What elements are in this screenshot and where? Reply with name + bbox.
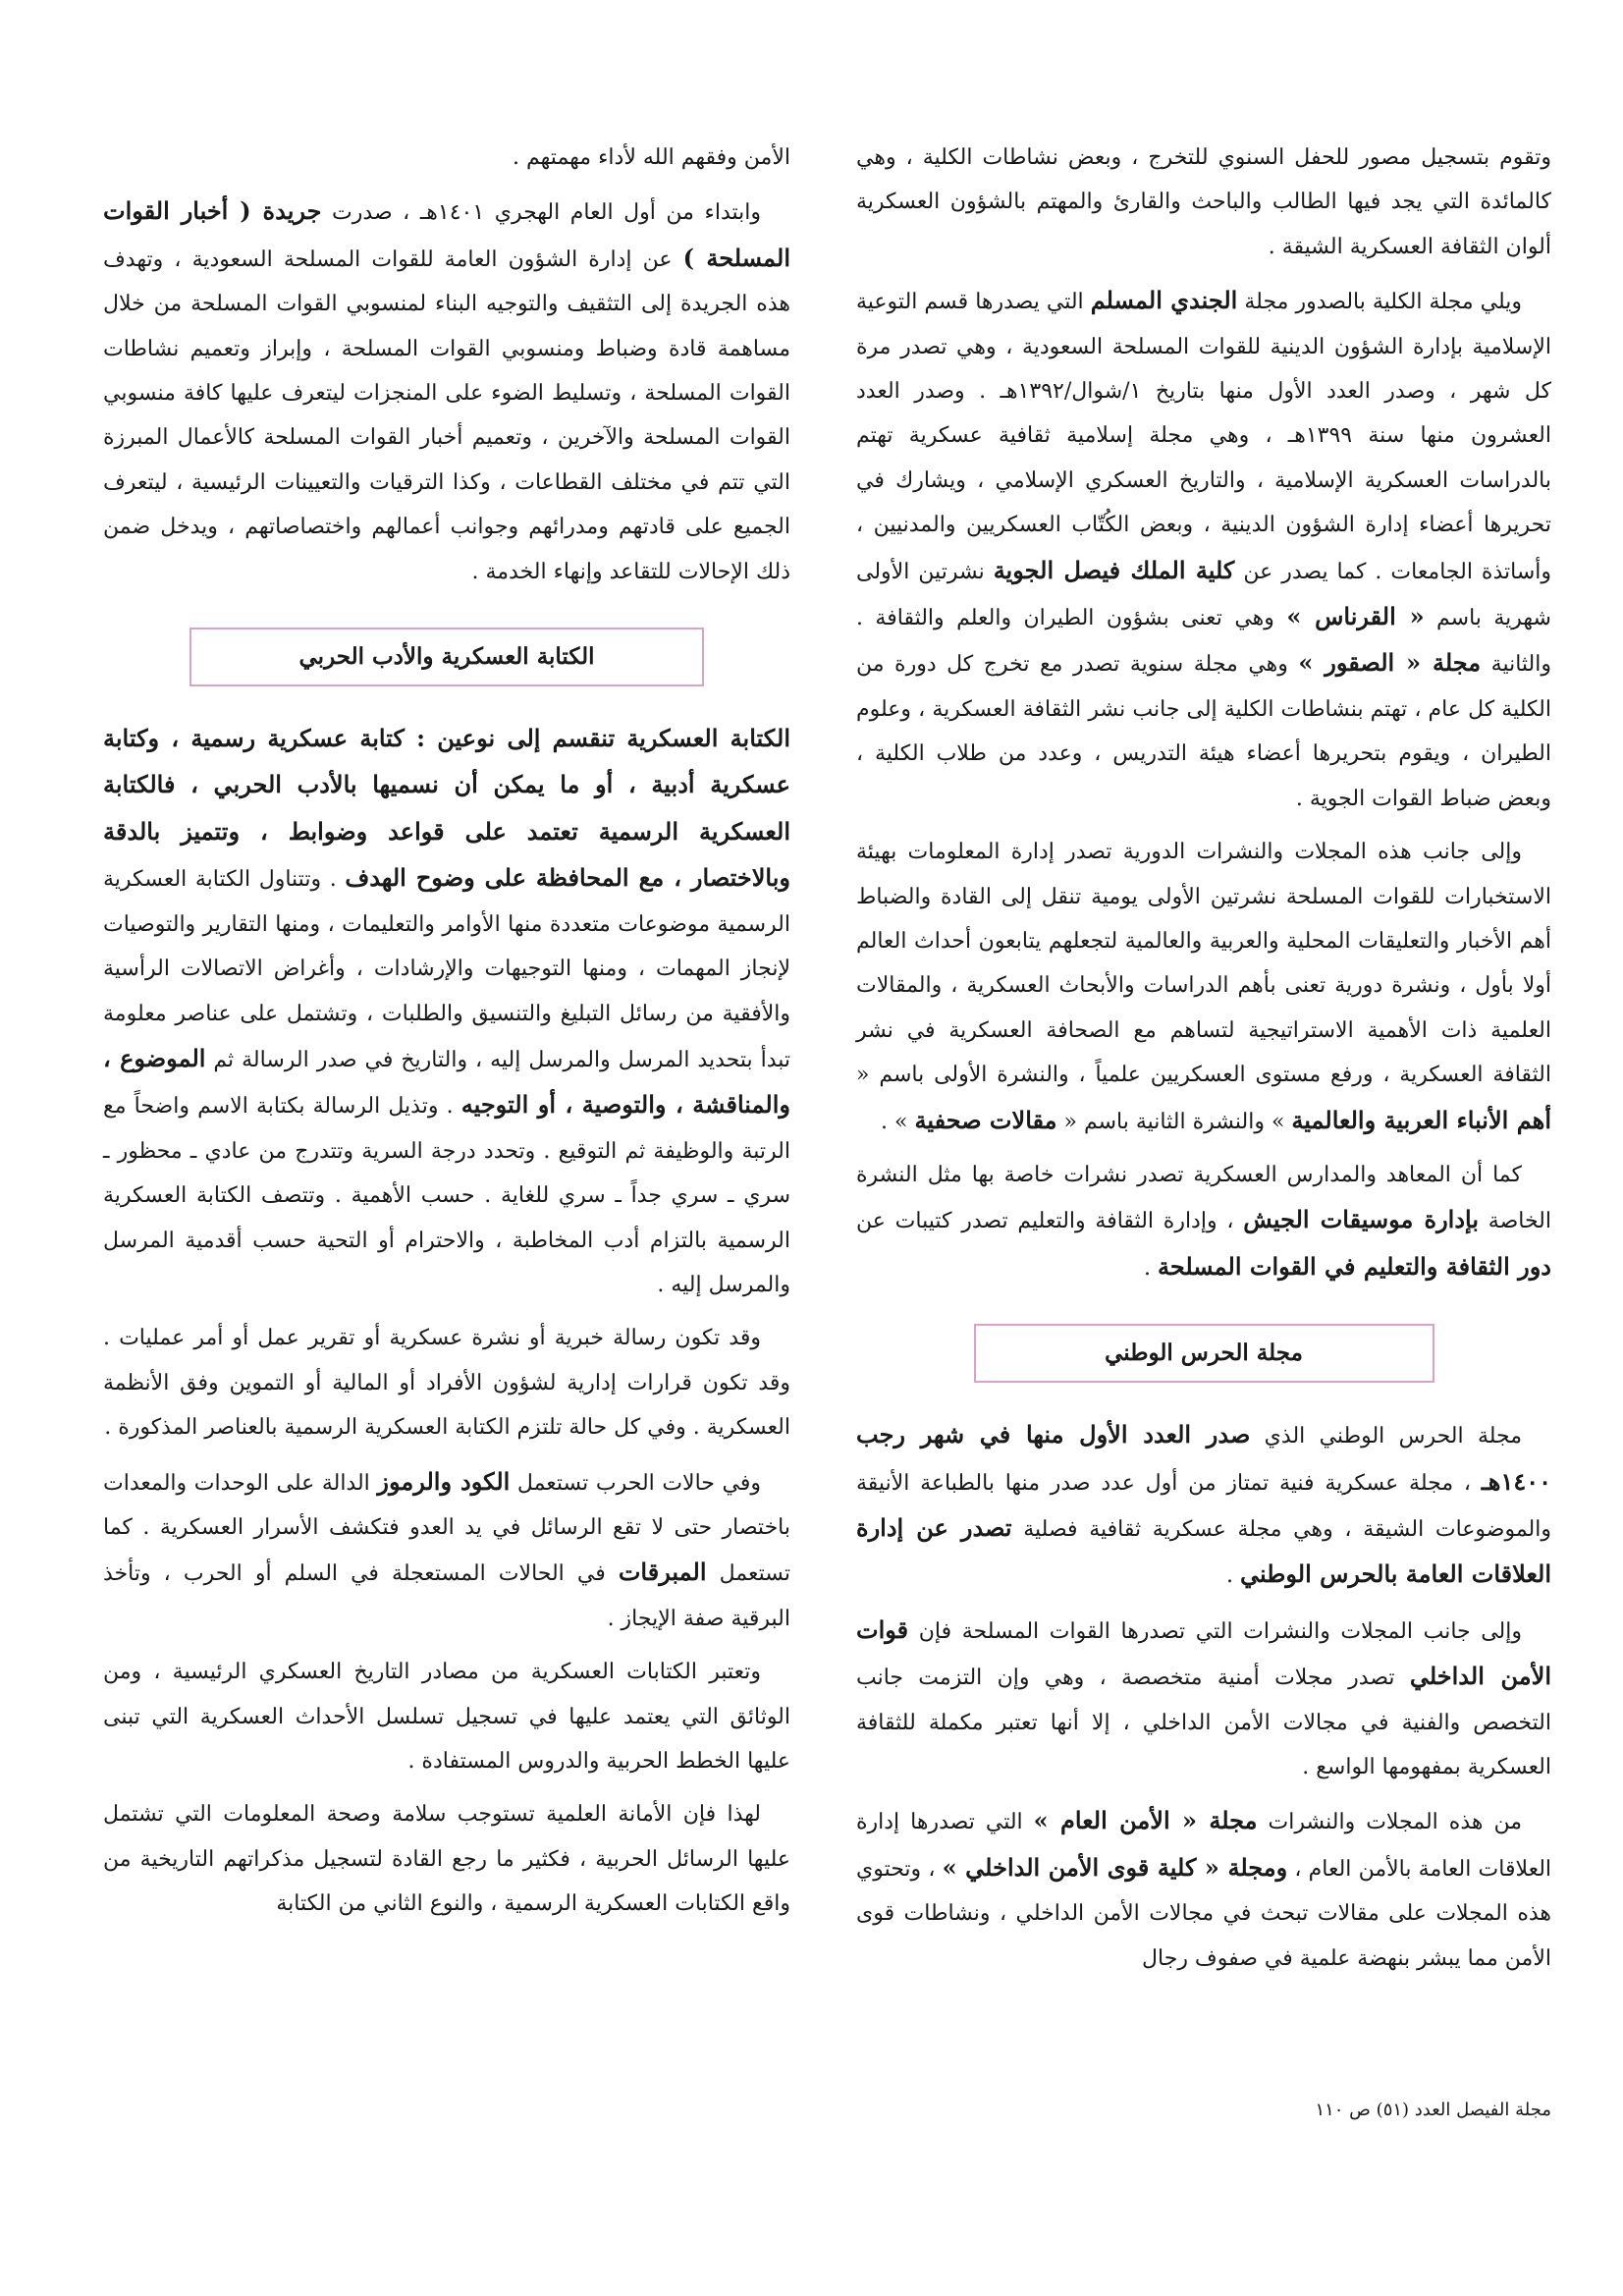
bold-term: قوات الأمن الداخلي — [856, 1614, 1551, 1691]
bold-term: جريدة ( أخبار القوات المسلحة ) — [103, 196, 790, 272]
paragraph — [856, 1608, 1551, 1790]
paragraph-text: في الحالات المستعجلة في السلم أو الحرب ، وتأخذ البرقية صفة الإيجاز . — [103, 1561, 790, 1631]
paragraph-text: التي يصدرها قسم التوعية الإسلامية بإدارة الشؤون الدينية للقوات المسلحة السعودية ، وهي تصدر مرة كل شهر ، وصدر العدد الأول منها بتاريخ ١/شوال/١٣٩٢هـ . وصدر العدد العشرون منها سنة ١٣٩٩هـ ، وهي مجلة إسلامية ثقافية عسكرية تهتم بالدراسات العسكرية الإسلامية ، والتاريخ العسكري الإسلامي ، ويشارك في تحريرها أعضاء إدارة الشؤون الدينية ، وبعض الكُتّاب العسكريين والمدنيين ، وأساتذة الجامعات . كما يصدر عن — [856, 290, 1551, 584]
paragraph-text: وقد تكون رسالة خبرية أو نشرة عسكرية أو تقرير عمل أو أمر عمليات . وقد تكون قرارات إدارية لشؤون الأفراد أو المالية أو التموين وفق الأنظمة العسكرية . وفي كل حالة تلتزم الكتابة العسكرية الرسمية بالعناصر المذكورة . — [103, 1326, 790, 1441]
section-title: الكتابة العسكرية والأدب الحربي — [298, 643, 595, 671]
paragraph-text: وهي تعنى بشؤون الطيران والعلم والثقافة . والثانية — [856, 606, 1551, 678]
section-title: مجلة الحرس الوطني — [1105, 1339, 1303, 1367]
paragraph-text: مجلة الحرس الوطني الذي — [1250, 1424, 1523, 1449]
bold-term: دور الثقافة والتعليم في القوات المسلحة — [1157, 1251, 1551, 1281]
bold-term: الكود والرموز — [377, 1466, 511, 1496]
paragraph-text: ويلي مجلة الكلية بالصدور مجلة — [1237, 290, 1523, 315]
bold-term: كلية الملك فيصل الجوية — [993, 555, 1235, 584]
page-footer — [1237, 2100, 1551, 2120]
paragraph-text: وتعتبر الكتابات العسكرية من مصادر التاريخ العسكري الرئيسية ، ومن الوثائق التي يعتمد عليها في تسجيل تسلسل الأحداث العسكرية التي تبنى عليها الخطط الحربية والدروس المستفادة . — [103, 1660, 790, 1774]
section-title-box — [189, 628, 704, 686]
paragraph — [856, 1798, 1551, 1981]
bold-lead-text: الكتابة العسكرية تنقسم إلى نوعين : كتابة عسكرية رسمية ، وكتابة عسكرية أدبية ، أو ما يمكن أن نسميها بالأدب الحربي ، فالكتابة العسكرية الرسمية تعتمد على قواعد وضوابط ، وتتميز بالدقة وبالاختصار ، مع المحافظة على وضوح الهدف — [103, 724, 790, 893]
paragraph-text: وفي حالات الحرب تستعمل — [510, 1470, 761, 1496]
paragraph-text: الأمن وفقهم الله لأداء مهمتهم . — [513, 145, 790, 170]
paragraph-text: » . — [881, 1109, 915, 1134]
paragraph-text: الدالة على الوحدات والمعدات باختصار حتى لا تقع الرسائل في يد العدو فتكشف الأسرار العسكرية . كما تستعمل — [103, 1470, 790, 1587]
paragraph-text: وابتداء من أول العام الهجري ١٤٠١هـ ، صدرت — [321, 200, 762, 226]
paragraph-text: عن إدارة الشؤون العامة للقوات المسلحة السعودية ، وتهدف هذه الجريدة إلى التثقيف والتوجيه البناء لمنسوبي القوات المسلحة من خلال مساهمة قادة وضباط ومنسوبي القوات المسلحة ، وإبراز وتعميم نشاطات القوات المسلحة ، وتسليط الضوء على المنجزات ليتعرف عليها كافة منسوبي القوات المسلحة والآخرين ، وتعميم أخبار القوات المسلحة كالأعمال المبرزة التي تتم في مختلف القطاعات ، وكذا الترقيات والتعيينات الرئيسية ، ليتعرف الجميع على قادتهم ومدرائهم وجوانب أعمالهم واختصاصاتهم ، ويدخل ضمن ذلك الإحالات للتقاعد وإنهاء الخدمة . — [103, 246, 790, 584]
paragraph — [856, 136, 1551, 269]
paragraph-text: ، مجلة عسكرية فنية تمتاز من أول عدد صدر منها بالطباعة الأنيقة والموضوعات الشيقة ، وهي مجلة عسكرية ثقافية فصلية — [856, 1470, 1551, 1542]
paragraph-text: كما أن المعاهد والمدارس العسكرية تصدر نشرات خاصة بها مثل النشرة الخاصة — [856, 1162, 1551, 1234]
bold-term: أهم الأنباء العربية والعالمية — [1291, 1105, 1551, 1134]
paragraph — [103, 136, 790, 180]
paragraph-text: لهذا فإن الأمانة العلمية تستوجب سلامة وصحة المعلومات التي تشتمل عليها الرسائل الحربية ، فكثير ما رجع القادة لتسجيل مذكراتهم التاريخية من واقع الكتابات العسكرية الرسمية ، والنوع الثاني من الكتابة — [103, 1802, 790, 1917]
paragraph — [103, 1792, 790, 1926]
paragraph-text: . وتتناول الكتابة العسكرية الرسمية موضوعات متعددة منها الأوامر والتعليمات ، ومنها التقارير والتوصيات لإنجاز المهمات ، ومنها التوجيهات والإرشادات ، وأغراض الاتصالات الرأسية والأفقية من رسائل التبليغ والتنسيق والطلبات ، وتشتمل على عناصر معلومة تبدأ بتحديد المرسل والمرسل إليه ، والتاريخ في صدر الرسالة ثم — [103, 867, 791, 1072]
paragraph-text: من هذه المجلات والنشرات — [1257, 1810, 1523, 1835]
paragraph-text: وإلى جانب المجلات والنشرات التي تصدرها القوات المسلحة فإن — [908, 1618, 1522, 1644]
paragraph — [856, 278, 1551, 821]
paragraph — [103, 1459, 790, 1642]
paragraph — [856, 830, 1551, 1144]
paragraph-text: وإلى جانب هذه المجلات والنشرات الدورية تصدر إدارة المعلومات بهيئة الاستخبارات للقوات المسلحة نشرتين الأولى يومية تنقل إلى القادة والضباط أهم الأخبار والتعليقات المحلية والعربية والعالمية لتجعلهم يتابعون أحداث العالم أولا بأول ، ونشرة دورية تعنى بأهم الدراسات والأبحاث العسكرية ، والمقالات العلمية ذات الأهمية الاستراتيجية لتساهم مع الصحافة العسكرية في نشر الثقافة العسكرية ، ورفع مستوى العسكريين علمياً ، والنشرة الأولى باسم « — [856, 840, 1551, 1088]
paragraph-text: . — [1226, 1563, 1241, 1589]
bold-term: ومجلة « كلية قوى الأمن الداخلي » — [942, 1852, 1288, 1882]
paragraph-text: » والنشرة الثانية باسم « — [1056, 1109, 1292, 1134]
bold-term: بإدارة موسيقات الجيش — [1243, 1205, 1480, 1234]
right-column — [856, 136, 1551, 1990]
paragraph — [103, 1650, 790, 1783]
paragraph-text: . — [1143, 1255, 1158, 1281]
bold-term: مقالات صحفية — [914, 1105, 1057, 1134]
paragraph-text: نشرتين الأولى شهرية باسم — [856, 559, 1551, 631]
bold-term: تصدر عن إدارة العلاقات العامة بالحرس الوطني — [856, 1512, 1551, 1589]
paragraph-text: وهي مجلة سنوية تصدر مع تخرج كل دورة من الكلية كل عام ، تهتم بنشاطات الكلية إلى جانب نشر الثقافة العسكرية ، وعلوم الطيران ، ويقوم بتحريرها أعضاء هيئة التدريس ، وعدد من طلاب الكلية ، وبعض ضباط القوات الجوية . — [856, 652, 1551, 811]
section-title-box — [974, 1324, 1434, 1383]
paragraph-text: تصدر مجلات أمنية متخصصة ، وهي وإن التزمت جانب التخصص والفنية في مجالات الأمن الداخلي ، إلا أنها تعتبر مكملة للثقافة العسكرية بمفهومها الواسع . — [856, 1666, 1551, 1779]
bold-term: الجندي المسلم — [1090, 286, 1238, 315]
paragraph-text: التي تصدرها إدارة العلاقات العامة بالأمن العام ، — [856, 1810, 1552, 1882]
paragraph — [103, 189, 790, 594]
paragraph — [103, 716, 790, 1307]
bold-term: مجلة « الأمن العام » — [1033, 1806, 1258, 1835]
bold-term: « القرناس » — [1286, 602, 1425, 631]
paragraph-text: . وتذيل الرسالة بكتابة الاسم واضحاً مع الرتبة والوظيفة ثم التوقيع . وتحدد درجة السرية وتتدرج من عادي ـ محظور ـ سري ـ سري جداً ـ سري للغاية . حسب الأهمية . وتتصف الكتابة العسكرية الرسمية بالتزام أدب المخاطبة ، والاحترام أو التحية حسب أقدمية المرسل والمرسل إليه . — [103, 1094, 790, 1297]
bold-term: المبرقات — [618, 1558, 707, 1587]
left-column — [103, 136, 790, 1936]
paragraph — [856, 1153, 1551, 1290]
bold-term: مجلة « الصقور » — [1298, 648, 1482, 678]
bold-term: الموضوع ، والمناقشة ، والتوصية ، أو التوجيه — [103, 1043, 790, 1120]
bold-term: صدر العدد الأول منها في شهر رجب ١٤٠٠هـ — [856, 1420, 1551, 1496]
paragraph-text: وتقوم بتسجيل مصور للحفل السنوي للتخرج ، وبعض نشاطات الكلية ، وهي كالمائدة التي يجد فيها الطالب والباحث والقارئ والمهتم بالشؤون العسكرية ألوان الثقافة العسكرية الشيقة . — [856, 145, 1551, 259]
footer-text: مجلة الفيصل العدد (٥١) ص ١١٠ — [1315, 2100, 1551, 2120]
paragraph — [103, 1316, 790, 1449]
paragraph-text: ، وإدارة الثقافة والتعليم تصدر كتيبات عن — [856, 1209, 1244, 1234]
paragraph-text: ، وتحتوي هذه المجلات على مقالات تبحث في مجالات الأمن الداخلي ، ونشاطات قوى الأمن مما يبشر بنهضة علمية في صفوف رجال — [856, 1856, 1551, 1971]
paragraph — [856, 1412, 1551, 1599]
